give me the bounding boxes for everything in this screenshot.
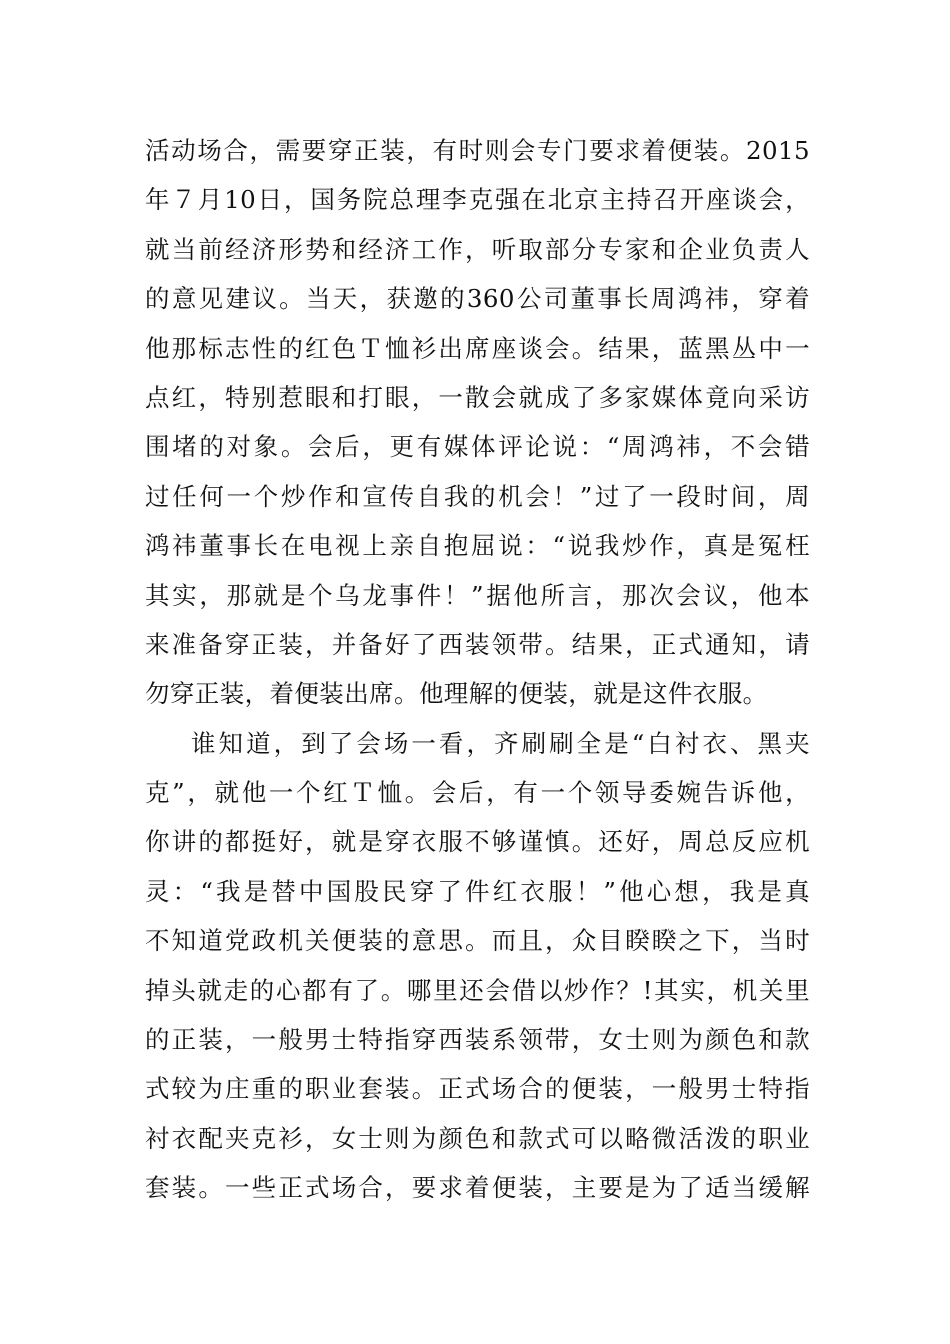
text-line: 过任何一个炒作和宣传自我的机会！”过了一段时间，周	[145, 481, 810, 511]
text-line: 点红，特别惹眼和打眼，一散会就成了多家媒体竟向采访	[145, 382, 810, 412]
text-line: 就当前经济形势和经济工作，听取部分专家和企业负责人	[145, 234, 810, 264]
text-line: 衬衣配夹克衫，女士则为颜色和款式可以略微活泼的职业	[145, 1123, 810, 1153]
text-line: 围堵的对象。会后，更有媒体评论说：“周鸿祎，不会错	[145, 432, 810, 462]
text-line: 年７月10日，国务院总理李克强在北京主持召开座谈会，	[145, 185, 810, 215]
text-line: 套装。一些正式场合，要求着便装，主要是为了适当缓解	[145, 1173, 810, 1203]
text-line: 的意见建议。当天，获邀的360公司董事长周鸿祎，穿着	[145, 284, 810, 314]
text-line: 鸿祎董事长在电视上亲自抱屈说：“说我炒作，真是冤枉	[145, 531, 810, 561]
text-line: 灵：“我是替中国股民穿了件红衣服！”他心想，我是真	[145, 876, 810, 906]
text-line: 不知道党政机关便装的意思。而且，众目睽睽之下，当时	[145, 926, 810, 956]
text-line: 你讲的都挺好，就是穿衣服不够谨慎。还好，周总反应机	[145, 827, 810, 857]
text-line: 他那标志性的红色Ｔ恤衫出席座谈会。结果，蓝黑丛中一	[145, 333, 810, 363]
text-line: 其实，那就是个乌龙事件！”据他所言，那次会议，他本	[145, 580, 810, 610]
paragraph-1	[145, 126, 810, 719]
text-line: 来准备穿正装，并备好了西装领带。结果，正式通知，请	[145, 629, 810, 659]
paragraph-2	[145, 719, 810, 1213]
document-body	[145, 126, 810, 1213]
text-line: 式较为庄重的职业套装。正式场合的便装，一般男士特指	[145, 1074, 810, 1104]
text-line: 勿穿正装，着便装出席。他理解的便装，就是这件衣服。	[145, 679, 768, 709]
text-line: 的正装，一般男士特指穿西装系领带，女士则为颜色和款	[145, 1025, 810, 1055]
text-line: 克”，就他一个红Ｔ恤。会后，有一个领导委婉告诉他，	[145, 778, 810, 808]
text-line: 活动场合，需要穿正装，有时则会专门要求着便装。2015	[145, 136, 810, 165]
text-line: 谁知道，到了会场一看，齐刷刷全是“白衬衣、黑夹	[191, 728, 810, 758]
text-line: 掉头就走的心都有了。哪里还会借以炒作？!其实，机关里	[145, 975, 810, 1005]
